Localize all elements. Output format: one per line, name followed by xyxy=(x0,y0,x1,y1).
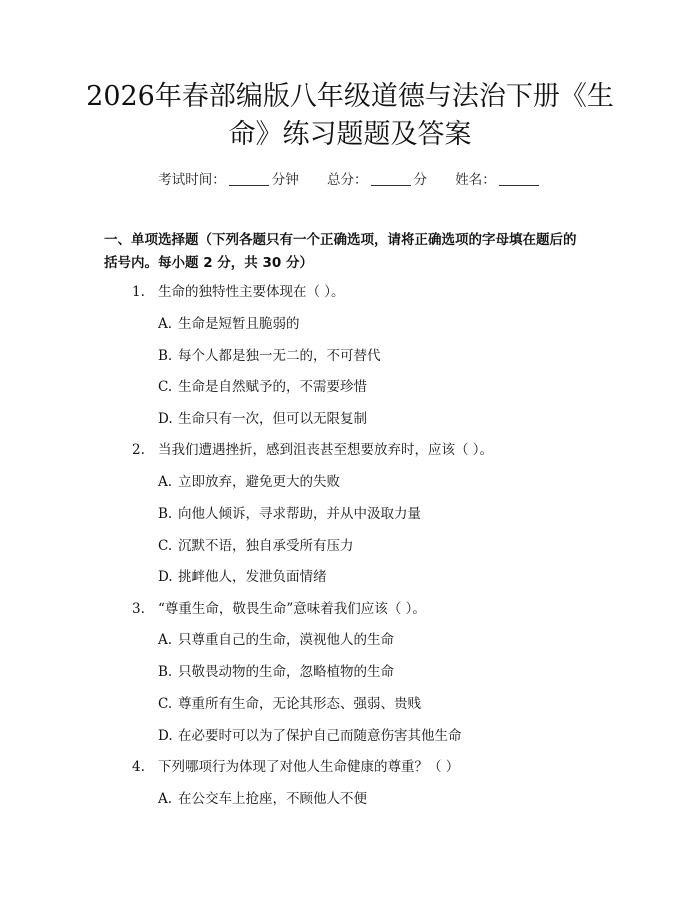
option-text: 尊重所有生命，无论其形态、强弱、贵贱 xyxy=(178,696,421,712)
question-text: 当我们遭遇挫折，感到沮丧甚至想要放弃时，应该（ ）。 xyxy=(158,442,494,458)
option-2b xyxy=(158,505,421,523)
option-letter: B. xyxy=(158,506,173,522)
option-letter: A. xyxy=(158,791,173,807)
score-blank xyxy=(371,172,411,186)
section-heading-line-2: 括号内。每小题 2 分，共 30 分） xyxy=(104,255,313,271)
time-field xyxy=(158,168,299,188)
option-1b xyxy=(158,347,381,365)
option-text: 生命是短暂且脆弱的 xyxy=(178,316,300,332)
section-heading xyxy=(104,229,594,275)
time-label: 考试时间： xyxy=(158,172,226,188)
option-1d xyxy=(158,410,367,428)
option-letter: D. xyxy=(158,411,173,427)
option-letter: D. xyxy=(158,569,173,585)
score-field xyxy=(327,168,427,188)
name-field xyxy=(455,168,542,188)
option-letter: C. xyxy=(158,696,173,712)
option-letter: D. xyxy=(158,728,173,744)
section-heading-line-1: 一、单项选择题（下列各题只有一个正确选项，请将正确选项的字母填在题后的 xyxy=(104,232,577,248)
question-number: 4. xyxy=(132,759,145,775)
option-letter: C. xyxy=(158,538,173,554)
option-text: 沉默不语，独自承受所有压力 xyxy=(178,538,354,554)
option-text: 立即放弃，避免更大的失败 xyxy=(178,474,340,490)
option-1c xyxy=(158,378,367,396)
title-line-1: 2026年春部编版八年级道德与法治下册《生 xyxy=(86,81,614,112)
option-3c xyxy=(158,695,421,713)
title-line-2: 命》练习题题及答案 xyxy=(228,119,472,150)
exam-info xyxy=(0,168,700,188)
option-letter: A. xyxy=(158,474,173,490)
score-unit: 分 xyxy=(413,172,427,188)
option-letter: B. xyxy=(158,348,173,364)
option-text: 只尊重自己的生命，漠视他人的生命 xyxy=(178,632,394,648)
time-unit: 分钟 xyxy=(271,172,299,188)
option-2d xyxy=(158,568,327,586)
option-text: 生命是自然赋予的，不需要珍惜 xyxy=(178,379,367,395)
option-3d xyxy=(158,727,462,745)
question-2 xyxy=(132,441,493,459)
name-label: 姓名： xyxy=(455,172,496,188)
question-text: 下列哪项行为体现了对他人生命健康的尊重？（ ） xyxy=(158,759,460,775)
option-1a xyxy=(158,315,300,333)
option-letter: A. xyxy=(158,316,173,332)
question-3 xyxy=(132,600,426,618)
option-text: 生命只有一次，但可以无限复制 xyxy=(178,411,367,427)
question-text: 生命的独特性主要体现在（ ）。 xyxy=(158,284,345,300)
time-blank xyxy=(229,172,269,186)
option-text: 向他人倾诉，寻求帮助，并从中汲取力量 xyxy=(178,506,421,522)
option-4a xyxy=(158,790,367,808)
option-2a xyxy=(158,473,340,491)
option-text: 只敬畏动物的生命，忽略植物的生命 xyxy=(178,664,394,680)
option-letter: C. xyxy=(158,379,173,395)
document-title xyxy=(60,78,640,154)
option-2c xyxy=(158,537,354,555)
question-1 xyxy=(132,283,345,301)
question-number: 2. xyxy=(132,442,145,458)
option-text: 挑衅他人，发泄负面情绪 xyxy=(178,569,327,585)
option-text: 每个人都是独一无二的，不可替代 xyxy=(178,348,381,364)
option-text: 在必要时可以为了保护自己而随意伤害其他生命 xyxy=(178,728,462,744)
question-number: 1. xyxy=(132,284,145,300)
option-text: 在公交车上抢座，不顾他人不便 xyxy=(178,791,367,807)
question-text: “尊重生命，敬畏生命”意味着我们应该（ ）。 xyxy=(158,601,426,617)
option-letter: A. xyxy=(158,632,173,648)
score-label: 总分： xyxy=(327,172,368,188)
option-3a xyxy=(158,631,394,649)
option-3b xyxy=(158,663,394,681)
question-4 xyxy=(132,758,459,776)
option-letter: B. xyxy=(158,664,173,680)
name-blank xyxy=(499,172,539,186)
question-number: 3. xyxy=(132,601,145,617)
